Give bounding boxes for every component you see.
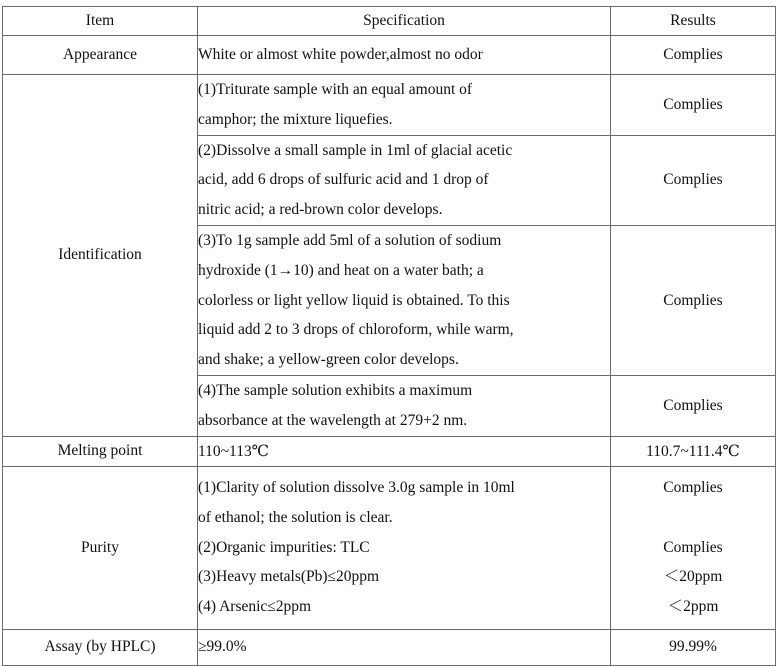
specification-table xyxy=(2,6,776,666)
identification-spec-1 xyxy=(198,75,611,136)
spec-line: liquid add 2 to 3 drops of chloroform, while warm, xyxy=(198,321,514,339)
header-row xyxy=(3,7,776,36)
spec-line: (4)The sample solution exhibits a maximum xyxy=(198,381,473,399)
appearance-item: Appearance xyxy=(3,36,198,75)
spec-line: acid, add 6 drops of sulfuric acid and 1 drop of xyxy=(198,171,489,189)
spec-line: (2)Dissolve a small sample in 1ml of glacial acetic xyxy=(198,141,513,159)
result-text: Complies xyxy=(663,396,723,414)
result-text: Complies xyxy=(663,291,723,309)
purity-spec xyxy=(198,466,611,629)
identification-result-2 xyxy=(611,135,776,225)
identification-result-1 xyxy=(611,75,776,136)
purity-item: Purity xyxy=(3,466,198,629)
spec-line: (4) Arsenic≤2ppm xyxy=(198,598,312,616)
spec-line: camphor; the mixture liquefies. xyxy=(198,110,393,128)
identification-result-4 xyxy=(611,375,776,436)
appearance-row xyxy=(3,36,776,75)
result-text: Complies xyxy=(663,171,723,189)
spec-line: of ethanol; the solution is clear. xyxy=(198,508,393,526)
spec-line: and shake; a yellow-green color develops. xyxy=(198,351,459,369)
identification-spec-4 xyxy=(198,375,611,436)
identification-item: Identification xyxy=(3,75,198,437)
spec-line: (3)To 1g sample add 5ml of a solution of sodium xyxy=(198,231,502,249)
header-specification: Specification xyxy=(198,7,611,36)
spec-line: hydroxide (1→10) and heat on a water bath; a xyxy=(198,261,484,279)
result-text: Complies xyxy=(663,95,723,113)
spec-line: (1)Triturate sample with an equal amount of xyxy=(198,81,473,98)
identification-row-1 xyxy=(3,75,776,136)
appearance-result: Complies xyxy=(611,36,776,75)
result-text: Complies xyxy=(663,479,723,497)
appearance-spec: White or almost white powder,almost no odor xyxy=(198,36,611,75)
identification-spec-3 xyxy=(198,225,611,375)
identification-spec-2 xyxy=(198,135,611,225)
purity-row xyxy=(3,466,776,629)
result-text: ＜2ppm xyxy=(667,598,719,616)
assay-item: Assay (by HPLC) xyxy=(3,629,198,665)
spec-line: (3)Heavy metals(Pb)≤20ppm xyxy=(198,568,380,586)
assay-spec: ≥99.0% xyxy=(198,629,611,665)
spec-line: absorbance at the wavelength at 279+2 nm. xyxy=(198,411,468,429)
purity-results xyxy=(611,466,776,629)
result-spacer xyxy=(611,503,775,533)
spec-line: (1)Clarity of solution dissolve 3.0g sample in 10ml xyxy=(198,479,515,497)
header-results: Results xyxy=(611,7,776,36)
melting-point-result: 110.7~111.4℃ xyxy=(611,436,776,466)
result-text: Complies xyxy=(663,538,723,556)
header-item: Item xyxy=(3,7,198,36)
assay-result: 99.99% xyxy=(611,629,776,665)
result-text: ＜20ppm xyxy=(663,568,723,586)
spec-line: colorless or light yellow liquid is obtained. To this xyxy=(198,291,510,309)
identification-result-3 xyxy=(611,225,776,375)
spec-line: (2)Organic impurities: TLC xyxy=(198,538,370,556)
melting-point-row xyxy=(3,436,776,466)
spec-line: nitric acid; a red-brown color develops. xyxy=(198,201,443,219)
melting-point-spec: 110~113℃ xyxy=(198,436,611,466)
melting-point-item: Melting point xyxy=(3,436,198,466)
